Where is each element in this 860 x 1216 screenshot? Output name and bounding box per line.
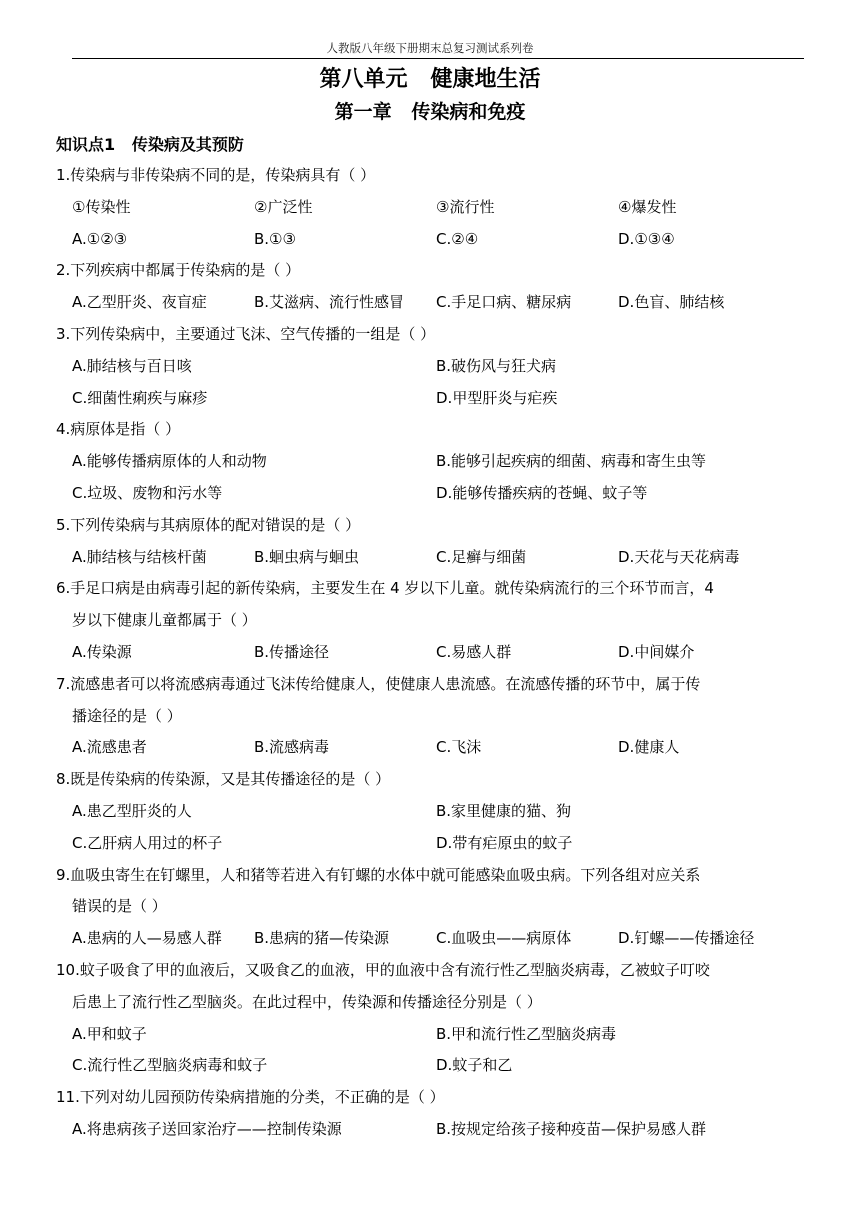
answer-option: ③流行性 [436,197,495,216]
question-stem-continued: 播途径的是（ ） [72,706,182,725]
question-stem: 6.手足口病是由病毒引起的新传染病，主要发生在 4 岁以下儿童。就传染病流行的三个环节而言，4 [56,579,714,598]
question-stem: 9.血吸虫寄生在钉螺里，人和猪等若进入有钉螺的水体中就可能感染血吸虫病。下列各组对应关系 [56,865,701,884]
question-stem-continued: 岁以下健康儿童都属于（ ） [72,611,257,630]
answer-option: D.蚊子和乙 [436,1056,513,1075]
question-stem: 10.蚊子吸食了甲的血液后，又吸食乙的血液，甲的血液中含有流行性乙型脑炎病毒，乙被蚊子叮咬 [56,961,710,979]
answer-option: A.①②③ [72,229,128,248]
answer-option: D.天花与天花病毒 [618,547,740,566]
answer-option: B.破伤风与狂犬病 [436,356,557,375]
answer-option: A.能够传播病原体的人和动物 [72,452,267,471]
unit-title: 第八单元 健康地生活 [319,67,541,92]
answer-option: B.家里健康的猫、狗 [436,802,572,820]
answer-option: C.飞沫 [436,738,482,757]
question-stem-continued: 错误的是（ ） [72,897,167,916]
answer-option: C.易感人群 [436,643,512,661]
answer-option: C.②④ [436,229,479,248]
answer-option: A.乙型肝炎、夜盲症 [72,293,207,312]
answer-option: A.将患病孩子送回家治疗——控制传染源 [72,1120,342,1138]
question-stem: 3.下列传染病中，主要通过飞沫、空气传播的一组是（ ） [56,325,436,343]
answer-option: B.患病的猪—传染源 [254,929,390,948]
answer-option: C.乙肝病人用过的杯子 [72,833,223,852]
answer-option: B.甲和流行性乙型脑炎病毒 [436,1024,617,1043]
answer-option: C.垃圾、废物和污水等 [72,484,223,502]
answer-option: B.艾滋病、流行性感冒 [254,293,405,312]
answer-option: D.健康人 [618,738,680,757]
answer-option: B.蛔虫病与蛔虫 [254,547,360,566]
question-stem: 7.流感患者可以将流感病毒通过飞沫传给健康人，使健康人患流感。在流感传播的环节中，属于传 [56,674,701,693]
answer-option: A.肺结核与百日咳 [72,356,192,375]
answer-option: A.甲和蚊子 [72,1024,147,1043]
question-stem: 5.下列传染病与其病原体的配对错误的是（ ） [56,515,361,534]
answer-option: C.血吸虫——病原体 [436,929,572,948]
chapter-title: 第一章 传染病和免疫 [334,101,526,123]
page-header: 人教版八年级下册期末总复习测试系列卷 [326,41,534,55]
answer-option: C.足癣与细菌 [436,547,527,566]
answer-option: ①传染性 [72,197,131,216]
answer-option: B.①③ [254,229,296,248]
answer-option: ②广泛性 [254,197,313,216]
answer-option: B.传播途径 [254,643,330,661]
question-stem-continued: 后患上了流行性乙型脑炎。在此过程中，传染源和传播途径分别是（ ） [72,992,542,1011]
question-stem: 11.下列对幼儿园预防传染病措施的分类，不正确的是（ ） [56,1088,445,1107]
question-stem: 4.病原体是指（ ） [56,420,181,439]
answer-option: D.色盲、肺结核 [618,293,725,312]
answer-option: D.甲型肝炎与疟疾 [436,388,558,407]
answer-option: A.患乙型肝炎的人 [72,802,192,820]
question-stem: 2.下列疾病中都属于传染病的是（ ） [56,261,301,280]
answer-option: B.能够引起疾病的细菌、病毒和寄生虫等 [436,452,707,471]
answer-option: D.钉螺——传播途径 [618,929,755,948]
answer-option: C.流行性乙型脑炎病毒和蚊子 [72,1056,268,1075]
answer-option: A.肺结核与结核杆菌 [72,547,207,566]
answer-option: A.传染源 [72,643,132,661]
answer-option: A.患病的人—易感人群 [72,929,222,948]
answer-option: A.流感患者 [72,738,147,757]
answer-option: D.①③④ [618,229,675,248]
answer-option: C.细菌性痢疾与麻疹 [72,388,208,407]
answer-option: D.中间媒介 [618,643,695,661]
answer-option: B.流感病毒 [254,738,330,757]
header-rule [72,58,804,59]
answer-option: ④爆发性 [618,197,677,216]
answer-option: D.能够传播疾病的苍蝇、蚊子等 [436,484,648,502]
answer-option: B.按规定给孩子接种疫苗—保护易感人群 [436,1120,707,1138]
question-stem: 8.既是传染病的传染源，又是其传播途径的是（ ） [56,770,391,789]
answer-option: D.带有疟原虫的蚊子 [436,833,573,852]
question-stem: 1.传染病与非传染病不同的是，传染病具有（ ） [56,166,376,184]
answer-option: C.手足口病、糖尿病 [436,293,572,312]
knowledge-point-title: 知识点1 传染病及其预防 [56,135,244,154]
